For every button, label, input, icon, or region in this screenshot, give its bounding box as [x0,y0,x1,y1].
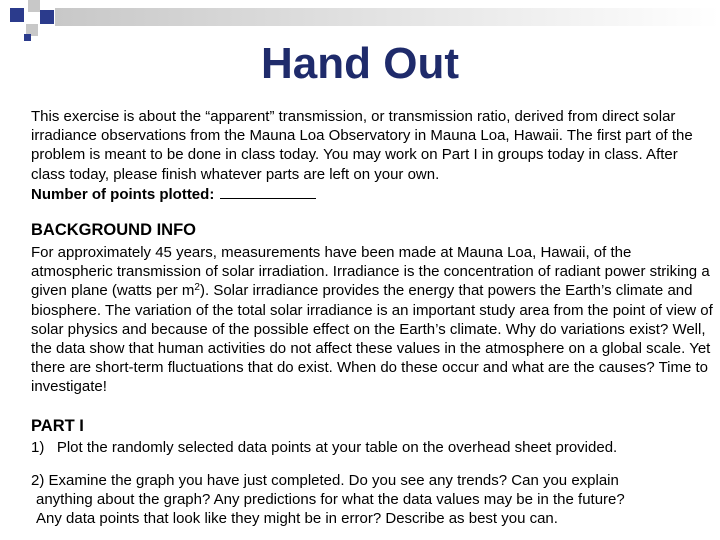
points-plotted-blank [220,184,316,199]
page-title: Hand Out [261,39,459,88]
header-gradient-bar [55,8,720,26]
superscript-2: 2 [194,282,200,294]
decor-square-blue-2 [40,10,54,24]
part1-heading: PART I [31,417,84,435]
background-paragraph [31,243,715,397]
points-plotted-label: Number of points plotted: [31,185,215,203]
decor-square-gray-1 [28,0,40,12]
intro-text: This exercise is about the “apparent” transmission, or transmission ratio, derived from direct solar irradiance observations from the Mauna Loa Observatory in Mauna Loa, Hawaii. The first part of the problem is meant to be done in class today. You may work on Part I in groups today in class. After class today, please finish whatever parts are left on your own. [31,108,693,183]
part1-item-2 [31,471,715,529]
background-text-2: ). Solar irradiance provides the energy that powers the Earth’s climate and biosphere. The variation of the total solar irradiance is an important study area from the point of view of solar physics and because of the possible effect on the Earth’s climate. Why do variations exist? Well, the data show that human activities do not affect these values in the atmosphere on a global scale. Yet there are short-term fluctuations that do exist. When do these occur and what are the causes? Time to investigate! [31,282,713,396]
decor-square-blue [10,8,24,22]
intro-paragraph [31,107,715,204]
part1-item-1: 1) Plot the randomly selected data points at your table on the overhead sheet provided. [31,439,618,456]
background-text-1: For approximately 45 years, measurements have been made at Mauna Loa, Hawaii, of the atmospheric transmission of solar irradiation. Irradiance is the concentration of radiant power striking a given plane (watts per m [31,244,710,300]
part1-item-2-line-2: anything about the graph? Any predictions for what the data values may be in the future? [36,491,625,509]
part1-item-2-line-1: 2) Examine the graph you have just completed. Do you see any trends? Can you explain [31,472,619,489]
part1-item-2-line-3: Any data points that look like they might be in error? Describe as best you can. [36,510,558,528]
background-heading: BACKGROUND INFO [31,221,196,239]
